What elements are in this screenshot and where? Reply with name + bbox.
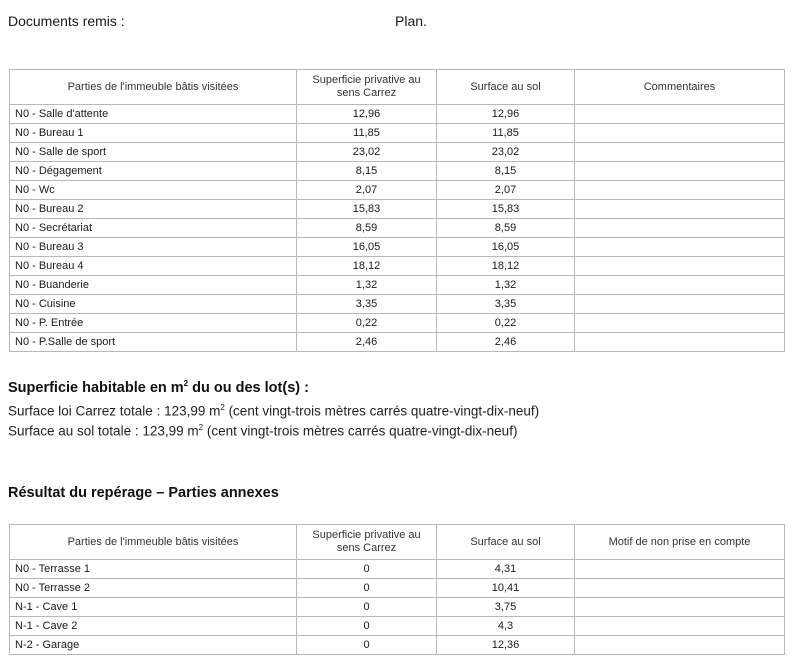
sol-total-line: Surface au sol totale : 123,99 $m^2$ (cent vingt-trois mètres carrés quatre-vingt-dix-neuf) [8,423,518,439]
table-row-carrez: 23,02 [297,143,437,162]
table-row [10,276,785,295]
table-row-carrez: 1,32 [297,276,437,295]
annex-row-motif [575,579,785,598]
annex-row-part: N-1 - Cave 2 [10,617,297,636]
surface-table-header [10,70,785,105]
annex-table [9,524,785,655]
table-row-part: N0 - P.Salle de sport [10,333,297,352]
annex-header-carrez: Superficie privative au sens Carrez [297,525,437,560]
table-row [10,181,785,200]
table-row [10,314,785,333]
annex-row-carrez: 0 [297,636,437,655]
table-row-sol: 15,83 [437,200,575,219]
table-row-sol: 8,15 [437,162,575,181]
table-row [10,162,785,181]
table-row-part: N0 - Salle d'attente [10,105,297,124]
header-parties: Parties de l'immeuble bâtis visitées [10,70,297,105]
table-row-part: N0 - Bureau 3 [10,238,297,257]
table-row-sol: 8,59 [437,219,575,238]
annex-row-sol: 10,41 [437,579,575,598]
table-row [10,143,785,162]
table-row-part: N0 - Cuisine [10,295,297,314]
table-row-comment [575,257,785,276]
surface-table [9,69,785,352]
table-row-comment [575,105,785,124]
table-row-part: N0 - Bureau 2 [10,200,297,219]
annex-row [10,579,785,598]
table-row-part: N0 - Wc [10,181,297,200]
table-row-comment [575,219,785,238]
annex-row-sol: 4,31 [437,560,575,579]
table-row-part: N0 - P. Entrée [10,314,297,333]
table-row [10,105,785,124]
header-sol: Surface au sol [437,70,575,105]
annex-header-parties: Parties de l'immeuble bâtis visitées [10,525,297,560]
annex-table-header [10,525,785,560]
annex-row [10,560,785,579]
table-row [10,257,785,276]
table-row-part: N0 - Salle de sport [10,143,297,162]
documents-label: Documents remis : [8,13,125,29]
table-row-sol: 3,35 [437,295,575,314]
annex-row-part: N0 - Terrasse 1 [10,560,297,579]
table-row-carrez: 18,12 [297,257,437,276]
annex-row-motif [575,598,785,617]
carrez-total-line: Surface loi Carrez totale : 123,99 $m^2$ (cent vingt-trois mètres carrés quatre-vingt-dix-neuf) [8,402,540,419]
table-row-comment [575,181,785,200]
header-commentaires: Commentaires [575,70,785,105]
table-row-carrez: 0,22 [297,314,437,333]
table-row [10,238,785,257]
annex-row-sol: 3,75 [437,598,575,617]
annex-row-carrez: 0 [297,598,437,617]
table-row-sol: 23,02 [437,143,575,162]
table-row-comment [575,295,785,314]
table-row-carrez: 8,15 [297,162,437,181]
documents-value: Plan. [395,13,427,29]
annex-header-sol: Surface au sol [437,525,575,560]
table-row-sol: 0,22 [437,314,575,333]
table-row-carrez: 2,07 [297,181,437,200]
table-row-part: N0 - Secrétariat [10,219,297,238]
annex-row-carrez: 0 [297,617,437,636]
table-row [10,124,785,143]
annex-header-motif: Motif de non prise en compte [575,525,785,560]
table-row-part: N0 - Bureau 1 [10,124,297,143]
table-row-sol: 2,07 [437,181,575,200]
table-row [10,333,785,352]
annex-row-carrez: 0 [297,579,437,598]
annex-row-motif [575,560,785,579]
annex-row-motif [575,636,785,655]
table-row-carrez: 12,96 [297,105,437,124]
habitable-section [8,379,788,440]
annex-row [10,617,785,636]
table-row-comment [575,124,785,143]
table-row-comment [575,238,785,257]
table-row-comment [575,333,785,352]
table-row-carrez: 11,85 [297,124,437,143]
annex-row-part: N0 - Terrasse 2 [10,579,297,598]
table-row-sol: 16,05 [437,238,575,257]
table-row-carrez: 2,46 [297,333,437,352]
table-row-part: N0 - Buanderie [10,276,297,295]
table-row-sol: 1,32 [437,276,575,295]
annex-row-sol: 12,36 [437,636,575,655]
annex-row [10,636,785,655]
habitable-title: Superficie habitable en $m^2$ du ou des lot(s) : [8,379,309,396]
table-row-carrez: 8,59 [297,219,437,238]
annex-row [10,598,785,617]
annex-row-part: N-1 - Cave 1 [10,598,297,617]
table-row-sol: 2,46 [437,333,575,352]
table-row-comment [575,143,785,162]
annex-row-carrez: 0 [297,560,437,579]
annex-row-motif [575,617,785,636]
annex-row-part: N-2 - Garage [10,636,297,655]
table-row [10,200,785,219]
table-row-carrez: 3,35 [297,295,437,314]
header-carrez: Superficie privative au sens Carrez [297,70,437,105]
table-row-sol: 11,85 [437,124,575,143]
table-row [10,295,785,314]
table-row-comment [575,200,785,219]
table-row-comment [575,276,785,295]
table-row-comment [575,314,785,333]
annex-title: Résultat du repérage – Parties annexes [8,485,279,501]
annex-row-sol: 4,3 [437,617,575,636]
table-row-part: N0 - Dégagement [10,162,297,181]
table-row [10,219,785,238]
table-row-carrez: 15,83 [297,200,437,219]
table-row-sol: 18,12 [437,257,575,276]
table-row-carrez: 16,05 [297,238,437,257]
table-row-comment [575,162,785,181]
table-row-sol: 12,96 [437,105,575,124]
table-row-part: N0 - Bureau 4 [10,257,297,276]
